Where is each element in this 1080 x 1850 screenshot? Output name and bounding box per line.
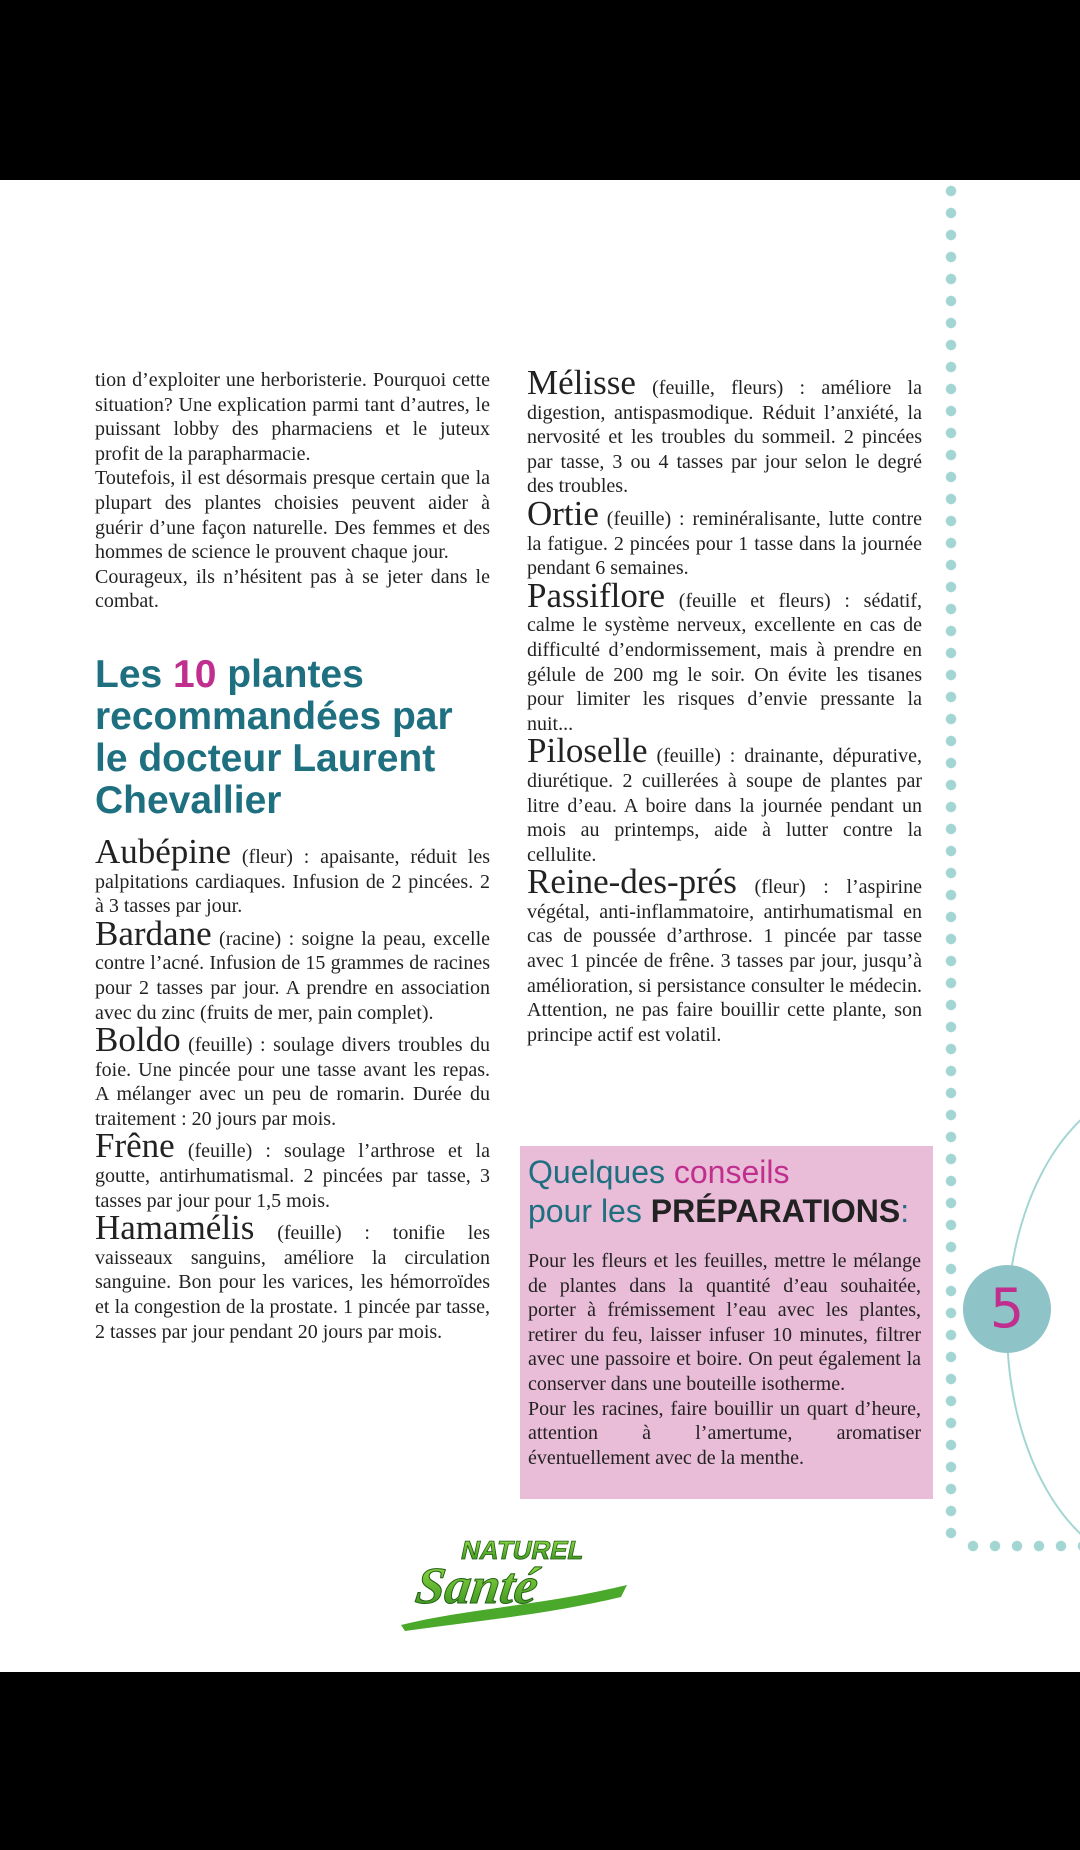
logo-line-2: Santé [412, 1557, 542, 1615]
tips-title-part-3: pour les [528, 1193, 651, 1229]
heading-text-start: Les [95, 652, 174, 696]
tips-paragraph-2: Pour les racines, faire bouillir un quart d’heure, attention à l’amertume, aromatiser éventuellement avec de la menthe. [528, 1397, 921, 1469]
plant-description: (feuille) : tonifie les vaisseaux sanguins, améliore la circulation sanguine. Bon pour les varices, les hémorroïdes et la congestion de la prostate. 1 pincée par tasse, 2 tasses par jour pendant 20 jours par mois. [95, 1222, 490, 1343]
plant-name: Bardane [95, 913, 212, 953]
plant-name: Reine-des-prés [527, 862, 737, 902]
plant-name: Frêne [95, 1126, 175, 1166]
decorative-dotted-border [945, 180, 957, 1545]
tips-title [520, 1146, 933, 1231]
decorative-dotted-border-bottom [962, 1540, 1080, 1552]
plant-entry-melisse [527, 363, 922, 499]
plant-entry-bardane [95, 913, 490, 1025]
tips-body [520, 1231, 933, 1470]
plant-entry-piloselle [527, 731, 922, 867]
plant-entry-ortie [527, 493, 922, 581]
right-column [527, 363, 922, 1047]
tips-box [520, 1146, 933, 1499]
logo-line-1: NATUREL [458, 1535, 588, 1565]
plant-description: (fleur) : apaisante, réduit les palpitations cardiaques. Infusion de 2 pincées. 2 à 3 tasses par jour. [95, 845, 490, 918]
plant-description: (feuille) : soulage divers troubles du foie. Une pincée pour une tasse avant les repas. A mélanger avec un peu de romarin. Durée du traitement : 20 jours par mois. [95, 1034, 490, 1130]
naturel-sante-logo [395, 1525, 635, 1635]
plant-entry-passiflore [527, 575, 922, 737]
plant-name: Boldo [95, 1020, 181, 1060]
tips-title-part-2: conseils [673, 1154, 790, 1190]
plant-name: Hamamélis [95, 1208, 255, 1248]
heading-number: 10 [173, 652, 217, 696]
section-heading [95, 654, 490, 822]
plant-description: (racine) : soigne la peau, excelle contre l’acné. Infusion de 15 grammes de racines pour 2 tasses par jour. A prendre en association avec du zinc (fruits de mer, pain complet). [95, 927, 490, 1024]
plant-entry-frene [95, 1126, 490, 1213]
plant-name: Piloselle [527, 731, 648, 771]
tips-paragraph-1: Pour les fleurs et les feuilles, mettre le mélange de plantes dans la quantité d’eau souhaitée, porter à frémissement l’eau avec les plantes, retirer du feu, laisser infuser 10 minutes, filtrer avec une passoire et boire. On peut également la conserver dans une bouteille isotherme. [528, 1250, 921, 1395]
plant-description: (feuille) : soulage l’arthrose et la goutte, antirhumatismal. 2 pincées par tasse, 3 tasses par jour pour 1,5 mois. [95, 1140, 490, 1212]
plant-name: Aubépine [95, 831, 232, 871]
plant-name: Mélisse [527, 363, 636, 402]
plant-entry-aubepine [95, 831, 490, 919]
intro-paragraph-1: tion d’exploiter une herboristerie. Pourquoi cette situation? Une explication parmi tant d’autres, le puissant lobby des pharmaciens et le juteux profit de la parapharmacie. [95, 369, 490, 465]
plant-name: Ortie [527, 493, 599, 533]
plant-description: (feuille, fleurs) : améliore la digestion, antispasmodique. Réduit l’anxiété, la nervosité et les troubles du sommeil. 2 pincées par tasse, 3 ou 4 tasses par jour selon le degré des troubles. [527, 377, 922, 498]
tips-title-part-1: Quelques [528, 1154, 674, 1190]
plant-name: Passiflore [527, 575, 666, 615]
plant-entry-hamamelis [95, 1208, 490, 1344]
intro-paragraph-3: Courageux, ils n’hésitent pas à se jeter dans le combat. [95, 565, 490, 613]
magazine-page [0, 180, 1080, 1672]
plant-entry-boldo [95, 1020, 490, 1131]
heading-text-end: plantes recommandées par le docteur Laurent Chevallier [95, 652, 453, 822]
intro-paragraph-2: Toutefois, il est désormais presque certain que la plupart des plantes choisies peuvent aider à guérir d’une façon naturelle. Des femmes et des hommes de science le prouvent chaque jour. [95, 467, 490, 564]
plant-description: (fleur) : l’aspirine végétal, anti-inflammatoire, antirhumatismal en cas de poussée d’arthrose. 1 pincée par tasse avec 1 pincée de frêne. 3 tasses par jour, jusqu’à amélioration, si persistance consulter le médecin. Attention, ne pas faire bouillir cette plante, son principe actif est volatil. [527, 876, 922, 1046]
tips-title-part-5: : [900, 1193, 910, 1229]
plant-entry-reine-des-pres [527, 862, 922, 1047]
page-number: 5 [963, 1265, 1051, 1353]
plant-description: (feuille) : drainante, dépurative, diurétique. 2 cuillerées à soupe de plantes par litre d’eau. A boire dans la journée pendant un mois au printemps, aide à lutter contre la cellulite. [527, 745, 922, 866]
plant-description: (feuille et fleurs) : sédatif, calme le système nerveux, excellente en cas de difficulté d’endormissement, mais à prendre en gélule de 200 mg le soir. On évite les tisanes pour limiter les risques d’envie pressante la nuit... [527, 589, 922, 735]
tips-title-part-4: PRÉPARATIONS [650, 1193, 901, 1229]
plant-description: (feuille) : reminéralisante, lutte contre la fatigue. 2 pincées pour 1 tasse dans la journée pendant 6 semaines. [527, 507, 922, 580]
left-column [95, 368, 490, 1344]
